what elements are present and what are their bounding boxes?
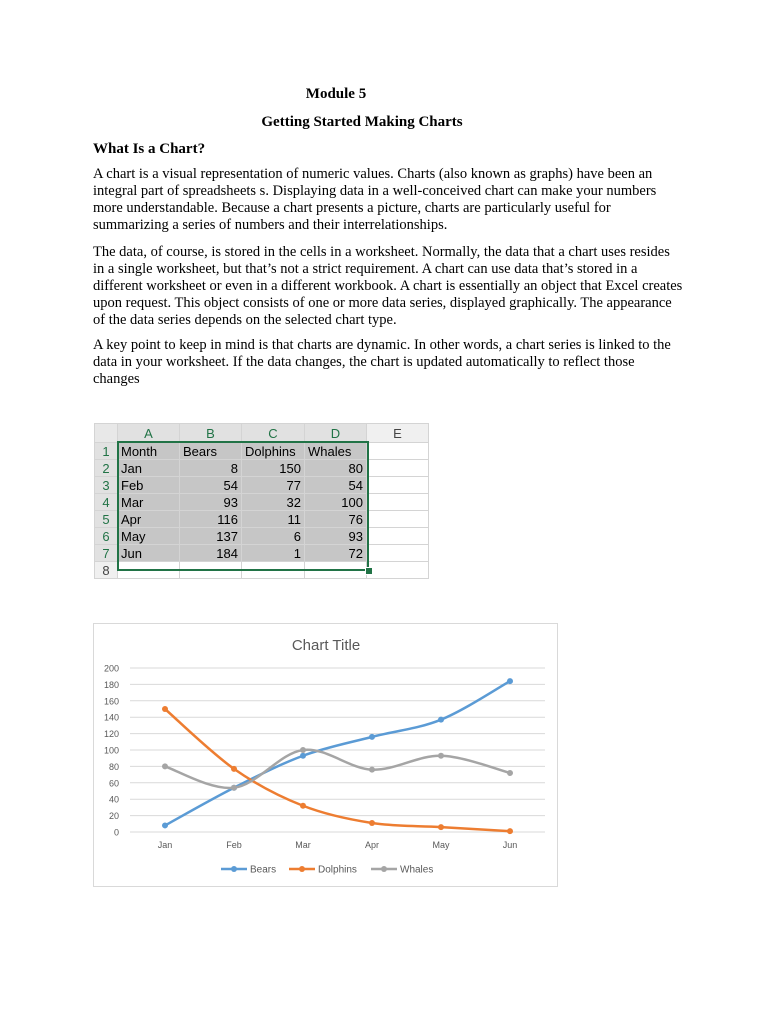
- module-label: Module 5: [305, 86, 367, 102]
- y-tick-label: 60: [108, 778, 119, 789]
- column-header-d[interactable]: D: [305, 424, 367, 443]
- legend-marker-whales: [381, 866, 387, 872]
- cell-b1[interactable]: Bears: [180, 443, 242, 460]
- row-header[interactable]: 8: [95, 562, 118, 579]
- data-point-dolphins: [507, 828, 513, 834]
- row-header[interactable]: 3: [95, 477, 118, 494]
- cell-e2[interactable]: [367, 460, 429, 477]
- chart-title: Chart Title: [291, 637, 361, 654]
- y-tick-label: 40: [108, 794, 119, 805]
- x-tick-label: May: [432, 840, 450, 850]
- cell-e1[interactable]: [367, 443, 429, 460]
- cell-a8[interactable]: [118, 562, 180, 579]
- cell-d4[interactable]: 100: [305, 494, 367, 511]
- data-point-whales: [300, 747, 306, 753]
- table-row: [95, 511, 429, 528]
- paragraph-dynamic-charts: A key point to keep in mind is that charts are dynamic. In other words, a chart series is linked to the data in your worksheet. If the data changes, the chart is updated automatically to reflect those changes: [93, 337, 671, 387]
- table-row: [95, 494, 429, 511]
- y-tick-label: 200: [103, 663, 119, 674]
- data-point-dolphins: [438, 824, 444, 830]
- series-line-dolphins: [165, 709, 510, 831]
- legend-label-dolphins: Dolphins: [318, 864, 357, 876]
- cell-b6[interactable]: 137: [180, 528, 242, 545]
- cell-e5[interactable]: [367, 511, 429, 528]
- table-row: [95, 545, 429, 562]
- y-tick-label: 160: [103, 696, 119, 707]
- cell-a4[interactable]: Mar: [118, 494, 180, 511]
- table-row: [95, 443, 429, 460]
- data-point-bears: [438, 717, 444, 723]
- cell-b4[interactable]: 93: [180, 494, 242, 511]
- cell-a7[interactable]: Jun: [118, 545, 180, 562]
- data-point-whales: [369, 767, 375, 773]
- y-tick-label: 120: [103, 729, 119, 740]
- cell-a1[interactable]: Month: [118, 443, 180, 460]
- cell-c7[interactable]: 1: [242, 545, 305, 562]
- cell-d5[interactable]: 76: [305, 511, 367, 528]
- x-tick-label: Mar: [295, 840, 311, 850]
- spreadsheet-grid[interactable]: [94, 423, 429, 579]
- row-header[interactable]: 5: [95, 511, 118, 528]
- paragraph-data-storage: The data, of course, is stored in the cells in a worksheet. Normally, the data that a chart uses resides in a single worksheet, but that’s not a strict requirement. A chart can use data that’s stored in a different worksheet or even in a different workbook. A chart is essentially an object that Excel creates upon request. This object consists of one or more data series, displayed graphically. The appearance of the data series depends on the selected chart type.: [93, 244, 683, 328]
- cell-d8[interactable]: [305, 562, 367, 579]
- data-point-whales: [231, 785, 237, 791]
- data-point-dolphins: [369, 820, 375, 826]
- cell-a2[interactable]: Jan: [118, 460, 180, 477]
- data-point-whales: [438, 753, 444, 759]
- y-tick-label: 140: [103, 712, 119, 723]
- row-header[interactable]: 6: [95, 528, 118, 545]
- cell-d6[interactable]: 93: [305, 528, 367, 545]
- cell-a6[interactable]: May: [118, 528, 180, 545]
- cell-b7[interactable]: 184: [180, 545, 242, 562]
- cell-c8[interactable]: [242, 562, 305, 579]
- cell-e7[interactable]: [367, 545, 429, 562]
- table-row: [95, 477, 429, 494]
- cell-c2[interactable]: 150: [242, 460, 305, 477]
- legend-label-whales: Whales: [400, 864, 434, 876]
- cell-c6[interactable]: 6: [242, 528, 305, 545]
- series-line-bears: [165, 681, 510, 825]
- data-point-bears: [300, 753, 306, 759]
- row-header[interactable]: 7: [95, 545, 118, 562]
- cell-e3[interactable]: [367, 477, 429, 494]
- cell-b8[interactable]: [180, 562, 242, 579]
- cell-c3[interactable]: 77: [242, 477, 305, 494]
- row-header[interactable]: 1: [95, 443, 118, 460]
- cell-d7[interactable]: 72: [305, 545, 367, 562]
- cell-e6[interactable]: [367, 528, 429, 545]
- cell-c5[interactable]: 11: [242, 511, 305, 528]
- data-point-dolphins: [162, 706, 168, 712]
- line-chart[interactable]: [93, 623, 558, 887]
- table-row: [95, 460, 429, 477]
- data-point-dolphins: [231, 766, 237, 772]
- data-point-bears: [369, 734, 375, 740]
- cell-a3[interactable]: Feb: [118, 477, 180, 494]
- cell-e8[interactable]: [367, 562, 429, 579]
- row-header[interactable]: 2: [95, 460, 118, 477]
- data-point-bears: [507, 678, 513, 684]
- column-header-row: [95, 424, 429, 443]
- column-header-a[interactable]: A: [118, 424, 180, 443]
- data-point-whales: [162, 763, 168, 769]
- legend-marker-dolphins: [299, 866, 305, 872]
- data-point-bears: [162, 822, 168, 828]
- legend-label-bears: Bears: [250, 864, 277, 876]
- y-tick-label: 20: [108, 811, 119, 822]
- y-tick-label: 100: [103, 745, 119, 756]
- document-title: Getting Started Making Charts: [261, 114, 463, 130]
- cell-e4[interactable]: [367, 494, 429, 511]
- table-row: [95, 562, 429, 579]
- fill-handle[interactable]: [365, 567, 373, 575]
- cell-b2[interactable]: 8: [180, 460, 242, 477]
- y-tick-label: 180: [103, 679, 119, 690]
- cell-b3[interactable]: 54: [180, 477, 242, 494]
- column-header-e[interactable]: E: [367, 424, 429, 443]
- data-point-whales: [507, 770, 513, 776]
- column-header-c[interactable]: C: [242, 424, 305, 443]
- x-tick-label: Jun: [502, 840, 518, 850]
- paragraph-definition: A chart is a visual representation of numeric values. Charts (also known as graphs) have been an integral part of spreadsheets s. Displaying data in a well-conceived chart can make your numbers more understandable. Because a chart presents a picture, charts are particularly useful for summarizing a series of numbers and their interrelationships.: [93, 166, 657, 233]
- cell-d2[interactable]: 80: [305, 460, 367, 477]
- cell-d3[interactable]: 54: [305, 477, 367, 494]
- x-tick-label: Apr: [364, 840, 380, 850]
- cell-c4[interactable]: 32: [242, 494, 305, 511]
- x-tick-label: Feb: [226, 840, 242, 850]
- cell-a5[interactable]: Apr: [118, 511, 180, 528]
- cell-d1[interactable]: Whales: [305, 443, 367, 460]
- legend-marker-bears: [231, 866, 237, 872]
- x-tick-label: Jan: [157, 840, 173, 850]
- column-header-b[interactable]: B: [180, 424, 242, 443]
- table-row: [95, 528, 429, 545]
- section-heading: What Is a Chart?: [93, 141, 206, 157]
- cell-c1[interactable]: Dolphins: [242, 443, 305, 460]
- y-tick-label: 0: [113, 827, 119, 838]
- select-all-corner[interactable]: [95, 424, 118, 443]
- y-tick-label: 80: [108, 761, 119, 772]
- cell-b5[interactable]: 116: [180, 511, 242, 528]
- data-point-dolphins: [300, 803, 306, 809]
- row-header[interactable]: 4: [95, 494, 118, 511]
